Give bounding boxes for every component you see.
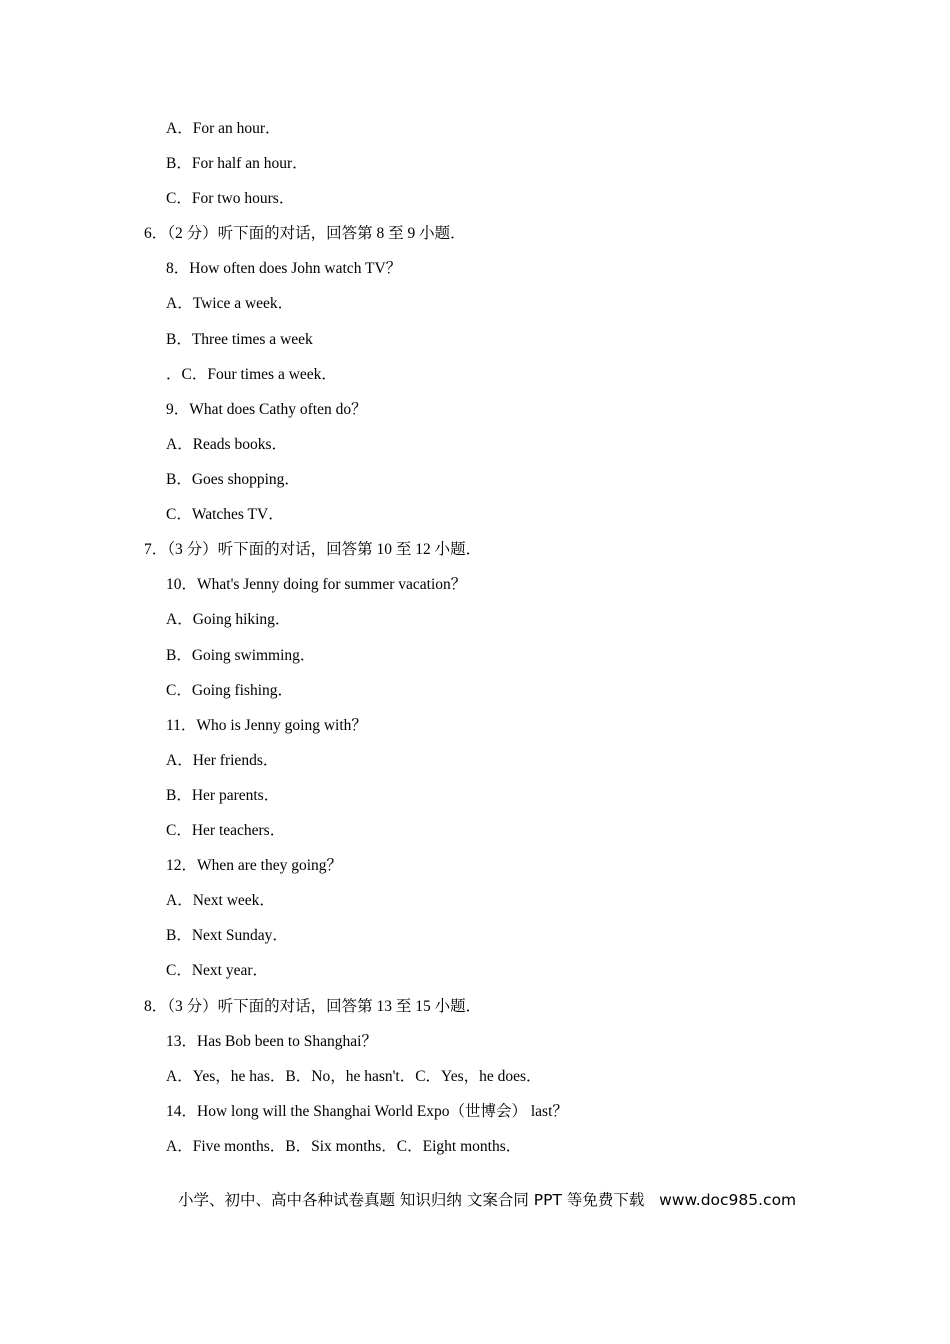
option-a: A．Her friends． [166, 752, 279, 769]
options-line: A．Yes，he has．B．No，he hasn't．C．Yes，he does． [166, 1068, 542, 1085]
question: 11．Who is Jenny going with？ [166, 717, 367, 734]
option-c: C．Next year． [166, 962, 269, 979]
page-footer: 小学、初中、高中各种试卷真题 知识归纳 文案合同 PPT 等免费下载 www.doc985.com [178, 1191, 797, 1209]
option-b: B．Three times a week [166, 331, 313, 348]
option-b: B．Going swimming． [166, 647, 316, 664]
option-c: C．Her teachers． [166, 822, 286, 839]
question: 10．What's Jenny doing for summer vacation？ [166, 576, 467, 593]
options-line: A．Five months．B．Six months．C．Eight months． [166, 1138, 522, 1155]
option-a: A．For an hour． [166, 120, 281, 137]
question: 9．What does Cathy often do？ [166, 401, 367, 418]
option-b: B．For half an hour． [166, 155, 308, 172]
option-c: C．Going fishing． [166, 682, 294, 699]
option-a: A．Reads books． [166, 436, 287, 453]
option-a: A．Next week． [166, 892, 275, 909]
question: 8．How often does John watch TV？ [166, 260, 402, 277]
option-b: B．Her parents． [166, 787, 280, 804]
question: 14．How long will the Shanghai World Expo（世博会） last？ [166, 1103, 568, 1120]
section-heading: 6．（2 分）听下面的对话，回答第 8 至 9 小题． [144, 225, 466, 242]
option-c: C．For two hours． [166, 190, 295, 207]
option-a: A．Twice a week． [166, 295, 294, 312]
option-c: ．C．Four times a week． [166, 366, 337, 383]
question: 12．When are they going？ [166, 857, 343, 874]
section-heading: 7．（3 分）听下面的对话，回答第 10 至 12 小题． [144, 541, 482, 558]
option-a: A．Going hiking． [166, 611, 291, 628]
option-c: C．Watches TV． [166, 506, 284, 523]
question: 13．Has Bob been to Shanghai？ [166, 1033, 377, 1050]
section-heading: 8．（3 分）听下面的对话，回答第 13 至 15 小题． [144, 998, 482, 1015]
option-b: B．Goes shopping． [166, 471, 300, 488]
option-b: B．Next Sunday． [166, 927, 288, 944]
